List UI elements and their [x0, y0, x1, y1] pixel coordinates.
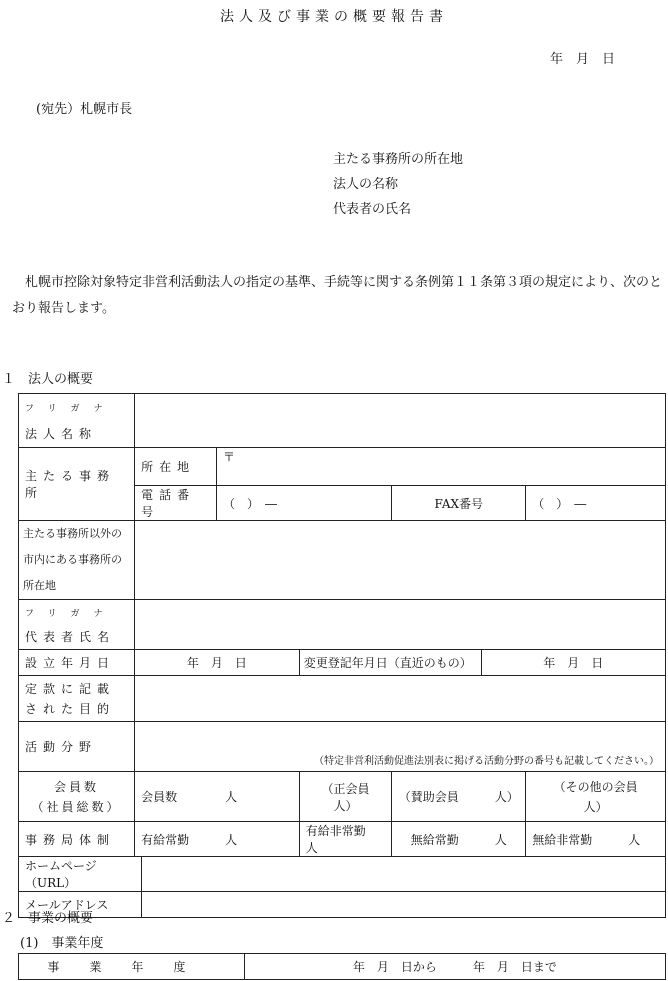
other-members-field[interactable]: （その他の会員 人） — [526, 772, 666, 822]
fiscal-year-table — [18, 953, 666, 980]
section2-heading: ２ 事業の概要 — [2, 911, 94, 926]
rep-furigana-label: フリガナ — [19, 600, 135, 624]
unpaid-part-field[interactable]: 無給非常勤 人 — [526, 822, 666, 857]
addressee: (宛先）札幌市長 — [36, 102, 133, 117]
members-count-field[interactable]: 会員数 人 — [135, 772, 300, 822]
fax-label: FAX番号 — [392, 486, 526, 521]
members-label: 会員数 （社員総数） — [19, 772, 135, 822]
rep-name-field[interactable] — [135, 600, 666, 650]
est-date-label: 設立年月日 — [19, 650, 135, 676]
activity-note: （特定非営利活動促進法別表に掲げる活動分野の番号も記載してください。） — [314, 756, 659, 767]
main-office-label: 主たる事務所 — [19, 448, 135, 521]
activity-field[interactable] — [135, 722, 666, 772]
supporting-members-field[interactable]: （賛助会員 人） — [392, 772, 526, 822]
address-field[interactable] — [216, 448, 665, 486]
rep-name-label: 代表者氏名 — [19, 624, 135, 650]
homepage-label: ホームページ（URL） — [19, 857, 142, 892]
section1-heading: １ 法人の概要 — [2, 372, 94, 387]
fiscal-year-label: 事業年度 — [19, 954, 245, 980]
fiscal-year-field[interactable]: 年 月 日から 年 月 日まで — [244, 954, 665, 980]
purpose-field[interactable] — [135, 676, 666, 722]
fax-field[interactable]: （ ） ― — [526, 486, 666, 521]
page-title: 法人及び事業の概要報告書 — [220, 9, 448, 25]
corporation-overview-table — [18, 393, 666, 918]
reporter-corp-name: 法人の名称 — [333, 177, 399, 192]
report-body-text: 札幌市控除対象特定非営利活動法人の指定の基準、手続等に関する条例第１１条第３項の規定により、次のとおり報告します。 — [12, 275, 663, 316]
other-offices-label: 主たる事務所以外の 市内にある事務所の 所在地 — [19, 521, 135, 600]
change-reg-field[interactable]: 年 月 日 — [481, 650, 665, 676]
reporter-office-address: 主たる事務所の所在地 — [333, 152, 464, 167]
corp-name-field[interactable] — [135, 394, 666, 448]
fiscal-year-subheading: (1) 事業年度 — [20, 936, 104, 951]
activity-label: 活動分野 — [19, 722, 135, 772]
postal-mark: 〒 — [222, 450, 235, 464]
furigana-label: フリガナ — [19, 394, 135, 420]
paid-full-field[interactable]: 有給常勤 人 — [135, 822, 300, 857]
email-field[interactable] — [142, 892, 666, 918]
regular-members-field[interactable]: （正会員 人） — [299, 772, 392, 822]
address-label: 所在地 — [135, 448, 217, 486]
corp-name-label: 法人名称 — [19, 420, 135, 448]
reporter-representative: 代表者の氏名 — [333, 202, 412, 217]
office-structure-label: 事務局体制 — [19, 822, 135, 857]
phone-field[interactable]: （ ） ― — [216, 486, 391, 521]
purpose-label: 定款に記載 された目的 — [19, 676, 135, 722]
email-label: メールアドレス — [19, 892, 142, 918]
homepage-field[interactable] — [142, 857, 666, 892]
est-date-field[interactable]: 年 月 日 — [135, 650, 300, 676]
phone-label: 電話番号 — [135, 486, 217, 521]
paid-part-field[interactable]: 有給非常勤 人 — [299, 822, 392, 857]
unpaid-full-field[interactable]: 無給常勤 人 — [392, 822, 526, 857]
change-reg-label: 変更登記年月日（直近のもの） — [299, 650, 481, 676]
other-offices-field[interactable] — [135, 521, 666, 600]
report-date: 年 月 日 — [550, 52, 616, 67]
